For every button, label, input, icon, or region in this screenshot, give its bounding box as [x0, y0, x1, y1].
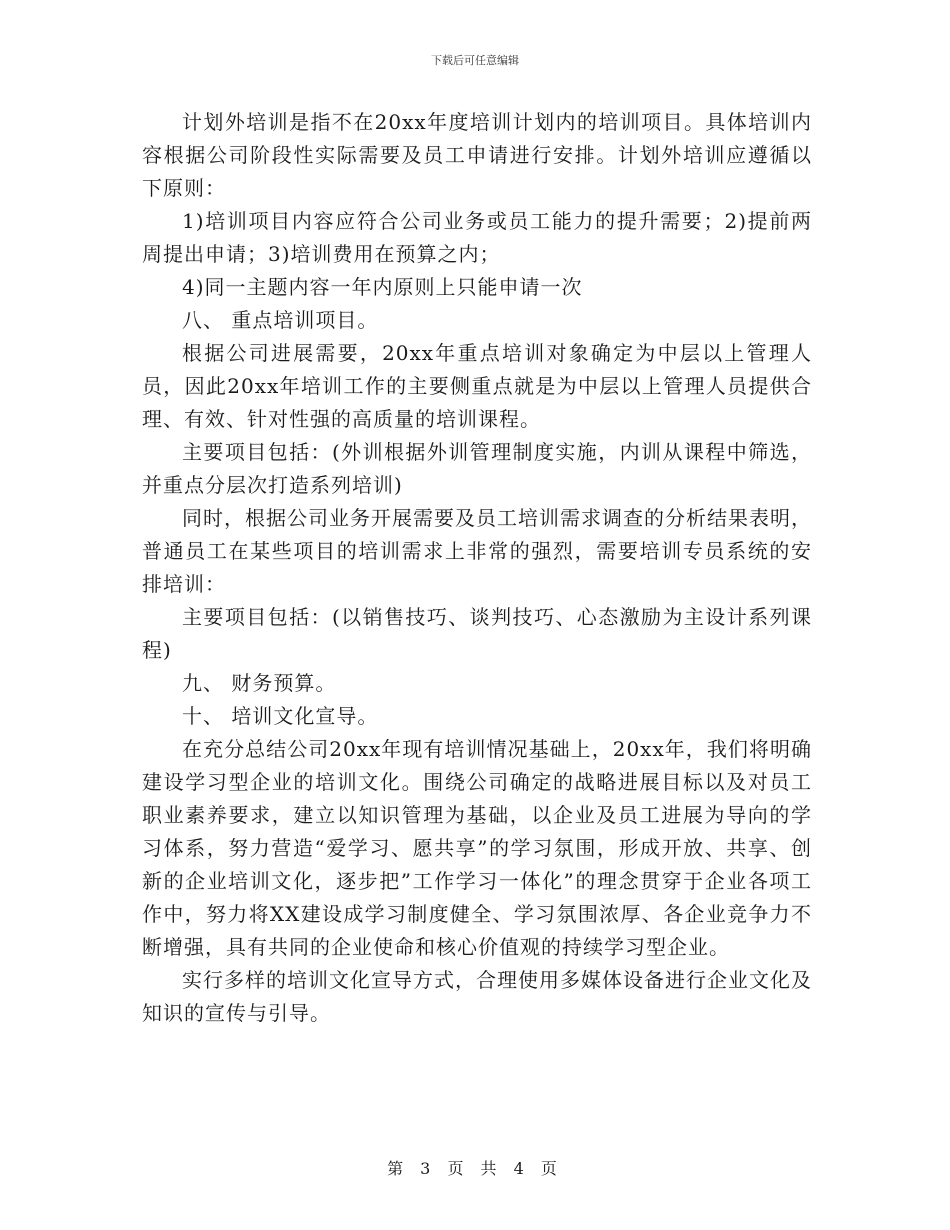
- section-heading-8: 八、 重点培训项目。: [182, 308, 379, 332]
- paragraph-principles-1-3: 1)培训项目内容应符合公司业务或员工能力的提升需要；2)提前两周提出申请；3)培训费用在预算之内；: [142, 209, 812, 266]
- page-header: 下载后可任意编辑: [431, 54, 519, 67]
- paragraph-staff-needs: 同时，根据公司业务开展需要及员工培训需求调查的分析结果表明，普通员工在某些项目的培训需求上非常的强烈，需要培训专员系统的安排培训：: [142, 506, 812, 596]
- section-heading-10: 十、 培训文化宣导。: [182, 704, 379, 728]
- paragraph-culture-promotion: 实行多样的培训文化宣导方式，合理使用多媒体设备进行企业文化及知识的宣传与引导。: [142, 968, 812, 1025]
- document-body: [142, 106, 812, 1030]
- paragraph-unplanned-training: 计划外培训是指不在20xx年度培训计划内的培训项目。具体培训内容根据公司阶段性实际需要及员工申请进行安排。计划外培训应遵循以下原则：: [142, 110, 812, 200]
- paragraph-main-projects-staff: 主要项目包括：(以销售技巧、谈判技巧、心态激励为主设计系列课程): [142, 605, 812, 662]
- section-heading-9: 九、 财务预算。: [182, 671, 337, 695]
- paragraph-main-projects-management: 主要项目包括：(外训根据外训管理制度实施，内训从课程中筛选，并重点分层次打造系列培训): [142, 440, 812, 497]
- paragraph-principle-4: 4)同一主题内容一年内原则上只能申请一次: [182, 275, 583, 299]
- paragraph-training-culture: 在充分总结公司20xx年现有培训情况基础上，20xx年，我们将明确建设学习型企业的培训文化。围绕公司确定的战略进展目标以及对员工职业素养要求，建立以知识管理为基础，以企业及员工进展为导向的学习体系，努力营造“爱学习、愿共享”的学习氛围，形成开放、共享、创新的企业培训文化，逐步把”工作学习一体化”的理念贯穿于企业各项工作中，努力将XX建设成学习制度健全、学习氛围浓厚、各企业竞争力不断增强，具有共同的企业使命和核心价值观的持续学习型企业。: [142, 737, 812, 959]
- page-number-footer: 第 3 页 共 4 页: [387, 1159, 563, 1178]
- paragraph-key-training-target: 根据公司进展需要，20xx年重点培训对象确定为中层以上管理人员，因此20xx年培训工作的主要侧重点就是为中层以上管理人员提供合理、有效、针对性强的高质量的培训课程。: [142, 341, 812, 431]
